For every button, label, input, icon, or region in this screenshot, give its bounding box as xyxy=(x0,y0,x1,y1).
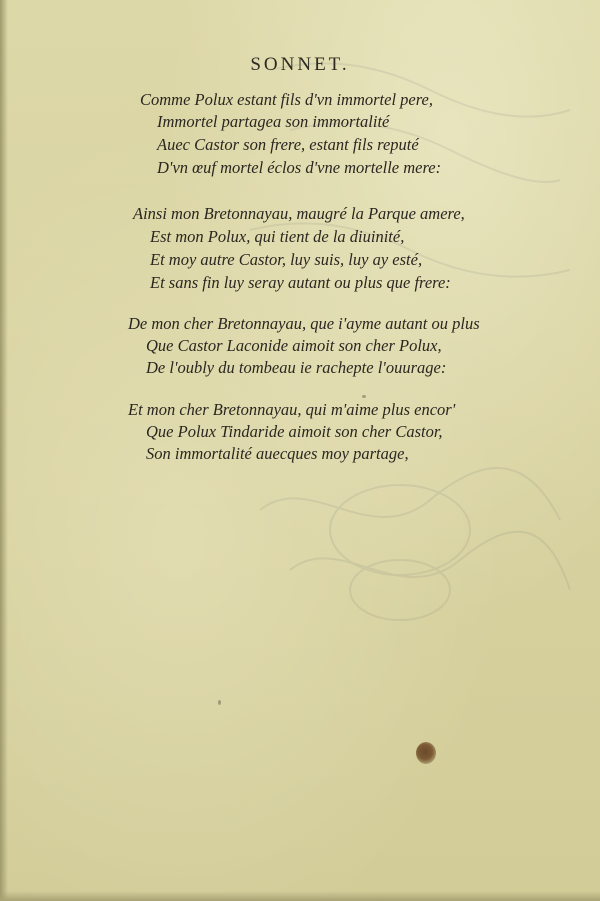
poem-line: Et sans fin luy seray autant ou plus que frere: xyxy=(150,273,451,292)
poem-line: Immortel partagea son immortalité xyxy=(157,112,390,131)
poem-line: D'vn œuf mortel éclos d'vne mortelle mere: xyxy=(157,158,442,177)
page-edge-shadow xyxy=(0,0,8,901)
poem-line: Auec Castor son frere, estant fils reputé xyxy=(157,135,419,154)
poem-line: Et moy autre Castor, luy suis, luy ay esté, xyxy=(150,250,423,269)
paper-speck xyxy=(362,395,366,398)
poem-line: Est mon Polux, qui tient de la diuinité, xyxy=(150,227,405,246)
paper-speck xyxy=(218,700,221,705)
poem-line: Ainsi mon Bretonnayau, maugré la Parque amere, xyxy=(133,204,465,223)
poem-line: De mon cher Bretonnayau, que i'ayme autant ou plus xyxy=(128,314,480,333)
poem-line: Son immortalité auecques moy partage, xyxy=(146,444,409,463)
poem-line: De l'oubly du tombeau ie rachepte l'ouurage: xyxy=(146,358,447,377)
ink-stain xyxy=(416,742,436,764)
poem-line: Que Polux Tindaride aimoit son cher Castor, xyxy=(146,422,443,441)
sonnet-title: SONNET. xyxy=(250,54,350,75)
poem-line: Et mon cher Bretonnayau, qui m'aime plus encor' xyxy=(128,400,456,419)
poem-line: Que Castor Laconide aimoit son cher Polux, xyxy=(146,336,442,355)
page-bottom-shadow xyxy=(0,891,600,901)
poem-line: Comme Polux estant fils d'vn immortel pere, xyxy=(140,90,433,109)
